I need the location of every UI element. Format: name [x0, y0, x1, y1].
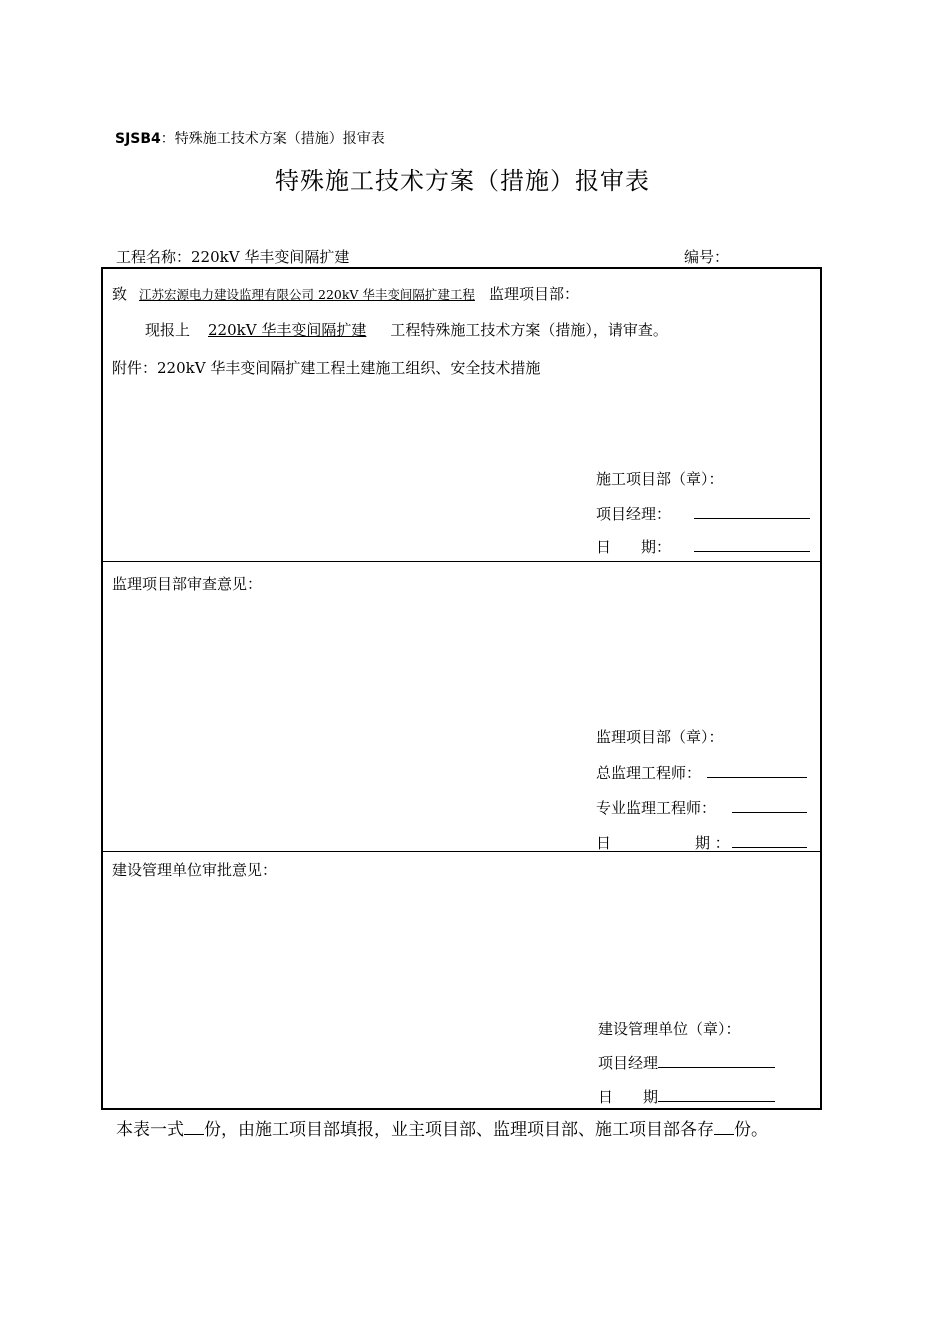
specialist-engineer-row — [596, 797, 807, 818]
to-suffix: 监理项目部： — [488, 285, 579, 303]
chief-engineer-line[interactable] — [707, 763, 807, 778]
supervision-seal-label: 监理项目部（章）： — [596, 728, 724, 746]
specialist-engineer-line[interactable] — [732, 798, 807, 813]
number-label: 编号： — [684, 248, 730, 266]
construction-date-line[interactable] — [694, 537, 810, 552]
owner-date-line[interactable] — [658, 1087, 775, 1102]
project-name-label: 工程名称：220kV 华丰变间隔扩建 — [116, 248, 350, 266]
footer-note — [116, 1115, 768, 1140]
owner-date-label: 日 期 — [598, 1088, 659, 1106]
footer-part1: 本表一式 — [116, 1120, 184, 1140]
footer-part2: 份，由施工项目部填报，业主项目部、监理项目部、施工项目部各存 — [204, 1120, 714, 1140]
owner-manager-row — [598, 1052, 775, 1073]
owner-section — [103, 852, 820, 1108]
owner-date-row — [598, 1086, 775, 1107]
supervision-date-label-b: 期 ： — [695, 834, 730, 852]
to-recipient: 江苏宏源电力建设监理有限公司 220kV 华丰变间隔扩建工程 — [139, 287, 475, 302]
chief-engineer-row — [596, 762, 807, 783]
report-suffix: 工程特殊施工技术方案（措施），请审查。 — [390, 321, 668, 339]
footer-copies-blank-1[interactable] — [184, 1119, 204, 1135]
project-manager-label: 项目经理： — [596, 505, 672, 523]
project-manager-signature-line[interactable] — [694, 504, 810, 519]
chief-engineer-label: 总监理工程师： — [596, 764, 702, 782]
construction-section — [103, 269, 820, 562]
construction-seal-label: 施工项目部（章）： — [596, 470, 724, 488]
owner-manager-line[interactable] — [658, 1053, 775, 1068]
form-code — [115, 128, 385, 148]
form-table — [101, 267, 822, 1110]
construction-date-label: 日 期： — [596, 538, 672, 556]
supervision-section — [103, 562, 820, 852]
report-line — [145, 319, 668, 340]
report-project: 220kV 华丰变间隔扩建 — [208, 321, 367, 339]
specialist-engineer-label: 专业监理工程师： — [596, 799, 717, 817]
owner-seal-label: 建设管理单位（章）： — [598, 1020, 741, 1038]
supervision-date-row — [596, 832, 807, 853]
supervision-date-line[interactable] — [732, 833, 807, 848]
to-line — [112, 283, 579, 304]
page-title: 特殊施工技术方案（措施）报审表 — [275, 167, 650, 195]
attachment-line: 附件：220kV 华丰变间隔扩建工程土建施工组织、安全技术措施 — [112, 359, 541, 377]
supervision-heading: 监理项目部审查意见： — [112, 575, 263, 593]
owner-manager-label: 项目经理 — [598, 1054, 659, 1072]
report-prefix: 现报上 — [145, 321, 191, 339]
supervision-date-label-a: 日 — [596, 834, 612, 852]
project-manager-row — [596, 503, 810, 524]
footer-copies-blank-2[interactable] — [714, 1119, 734, 1135]
footer-part3: 份。 — [734, 1120, 768, 1140]
construction-date-row — [596, 536, 810, 557]
form-code-suffix: ：特殊施工技术方案（措施）报审表 — [160, 131, 385, 147]
owner-heading: 建设管理单位审批意见： — [112, 861, 278, 879]
form-code-id: SJSB4 — [115, 131, 161, 147]
to-prefix: 致 — [112, 285, 128, 303]
